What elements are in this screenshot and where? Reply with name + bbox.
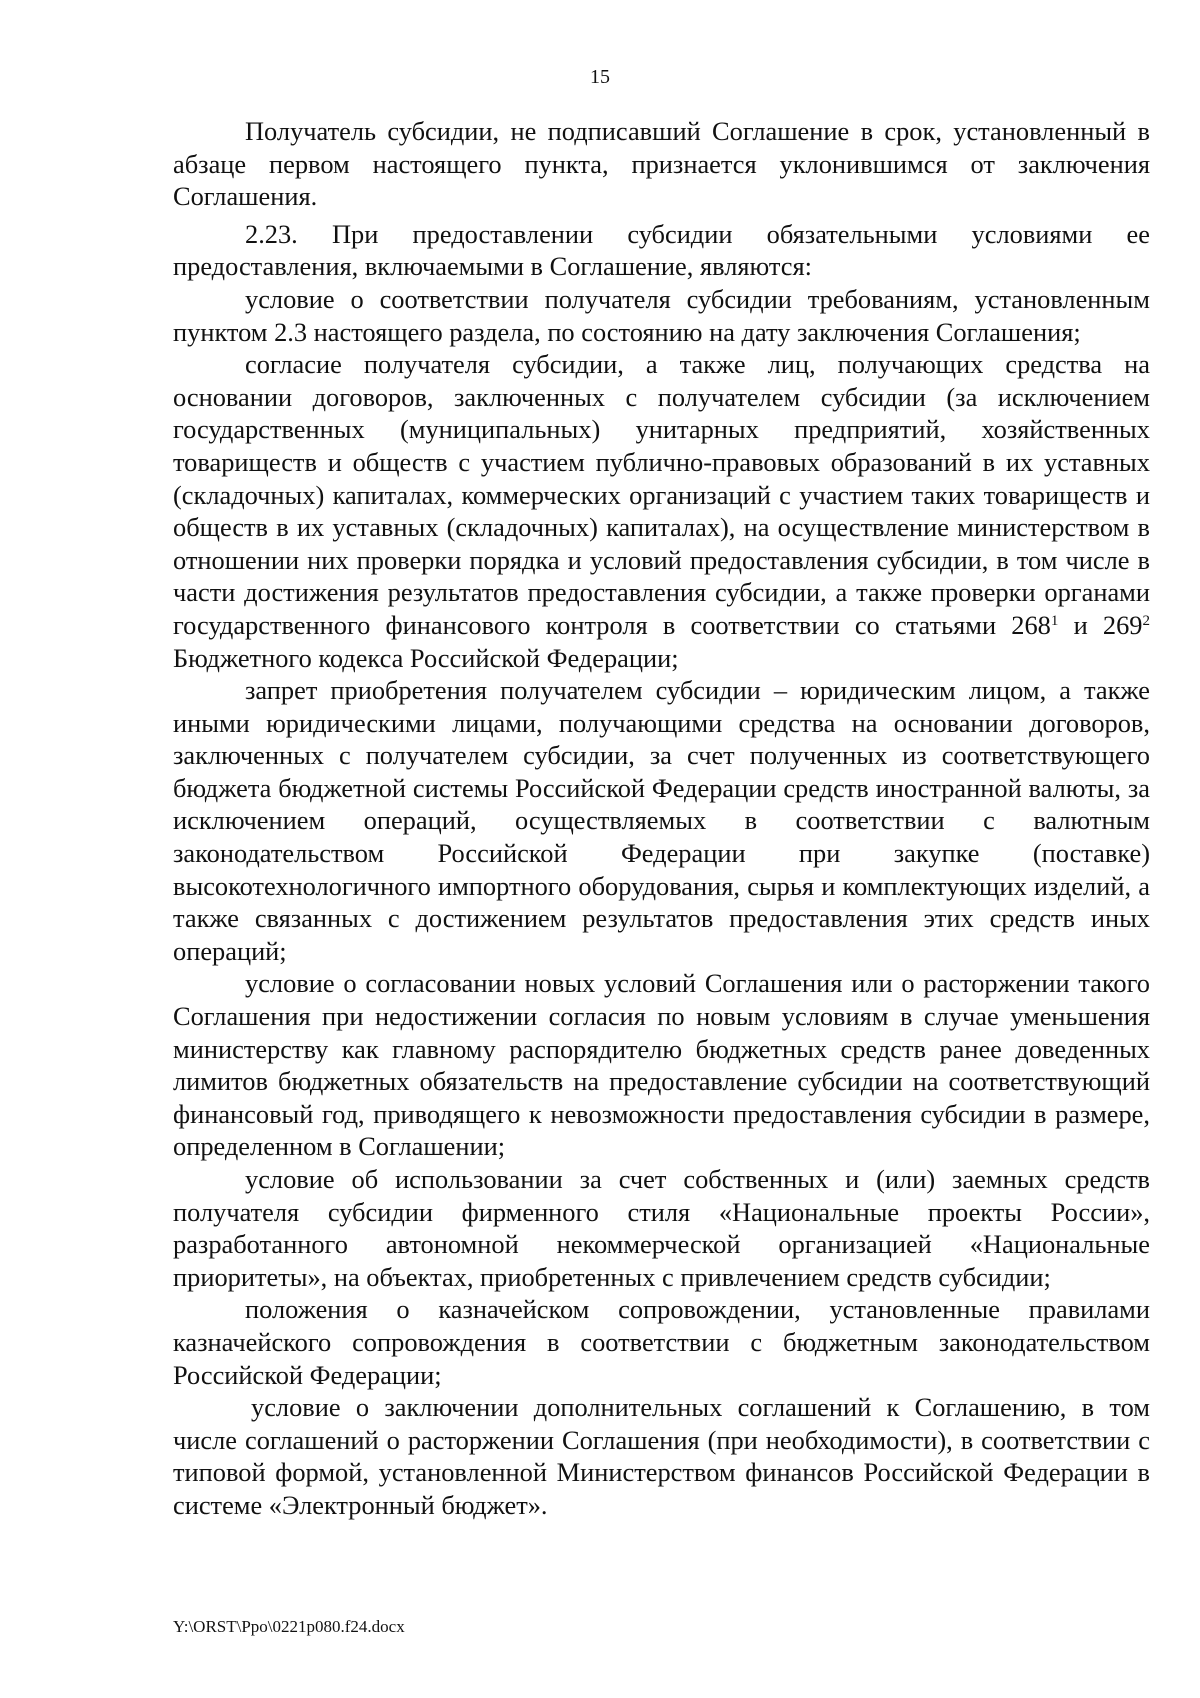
footer-file-path: Y:\ORST\Ppo\0221p080.f24.docx: [173, 1617, 405, 1636]
paragraph-additional-agreements: условие о заключении дополнительных соглашений к Соглашению, в том числе соглашений о расторжении Соглашения (при необходимости), в соответствии с типовой формой, установленной Министерством финансов Российской Федерации в системе «Электронный бюджет».: [173, 1392, 1150, 1520]
page-number: 15: [590, 66, 610, 88]
paragraph-2-23: 2.23. При предоставлении субсидии обязательными условиями ее предоставления, включаемыми в Соглашение, являются:: [173, 218, 1150, 282]
paragraph-treasury-support: положения о казначейском сопровождении, установленные правилами казначейского сопровождения в соответствии с бюджетным законодательством Российской Федерации;: [173, 1294, 1150, 1390]
consent-text: согласие получателя субсидии, а также лиц, получающих средства на основании договоров, заключенных с получателем субсидии (за исключением государственных (муниципальных) унитарных предприятий, хозяйственных товариществ и обществ с участием публично-правовых образований в их уставных (складочных) капиталах, коммерческих организаций с участием таких товариществ и обществ в их уставных (складочных) капиталах), на осуществление министерством в отношении них проверки порядка и условий предоставления субсидии, в том числе в части достижения результатов предоставления субсидии, а также проверки органами государственного финансового контроля в соответствии со статьями: [173, 349, 1150, 640]
article-269: 269: [1102, 609, 1143, 640]
conjunction-and: и: [1058, 609, 1103, 640]
paragraph-corporate-style: условие об использовании за счет собственных и (или) заемных средств получателя субсидии фирменного стиля «Национальные проекты России», разработанного автономной некоммерческой организацией «Национальные приоритеты», на объектах, приобретенных с привлечением средств субсидии;: [173, 1164, 1150, 1292]
consent-text-end: Бюджетного кодекса Российской Федерации;: [173, 642, 679, 673]
paragraph-consent: [173, 348, 1150, 674]
article-268: 268: [1011, 609, 1051, 640]
document-body: [173, 115, 1150, 1522]
article-269-superscript: 2: [1142, 612, 1150, 629]
article-268-superscript: 1: [1050, 612, 1059, 629]
paragraph-agreement-conditions: условие о согласовании новых условий Соглашения или о расторжении такого Соглашения при недостижении согласия по новым условиям в случае уменьшения министерству как главному распорядителю бюджетных средств ранее доведенных лимитов бюджетных обязательств на предоставление субсидии на соответствующий финансовый год, приводящего к невозможности предоставления субсидии в размере, определенном в Соглашении;: [173, 968, 1150, 1162]
paragraph-1: Получатель субсидии, не подписавший Соглашение в срок, установленный в абзаце первом настоящего пункта, признается уклонившимся от заключения Соглашения.: [173, 116, 1150, 212]
paragraph-prohibition: запрет приобретения получателем субсидии – юридическим лицом, а также иными юридическими лицами, получающими средства на основании договоров, заключенных с получателем субсидии, за счет полученных из соответствующего бюджета бюджетной системы Российской Федерации средств иностранной валюты, за исключением операций, осуществляемых в соответствии с валютным законодательством Российской Федерации при закупке (поставке) высокотехнологичного импортного оборудования, сырья и комплектующих изделий, а также связанных с достижением результатов предоставления этих средств иных операций;: [173, 675, 1150, 966]
paragraph-condition-compliance: условие о соответствии получателя субсидии требованиям, установленным пунктом 2.3 настоящего раздела, по состоянию на дату заключения Соглашения;: [173, 283, 1150, 347]
